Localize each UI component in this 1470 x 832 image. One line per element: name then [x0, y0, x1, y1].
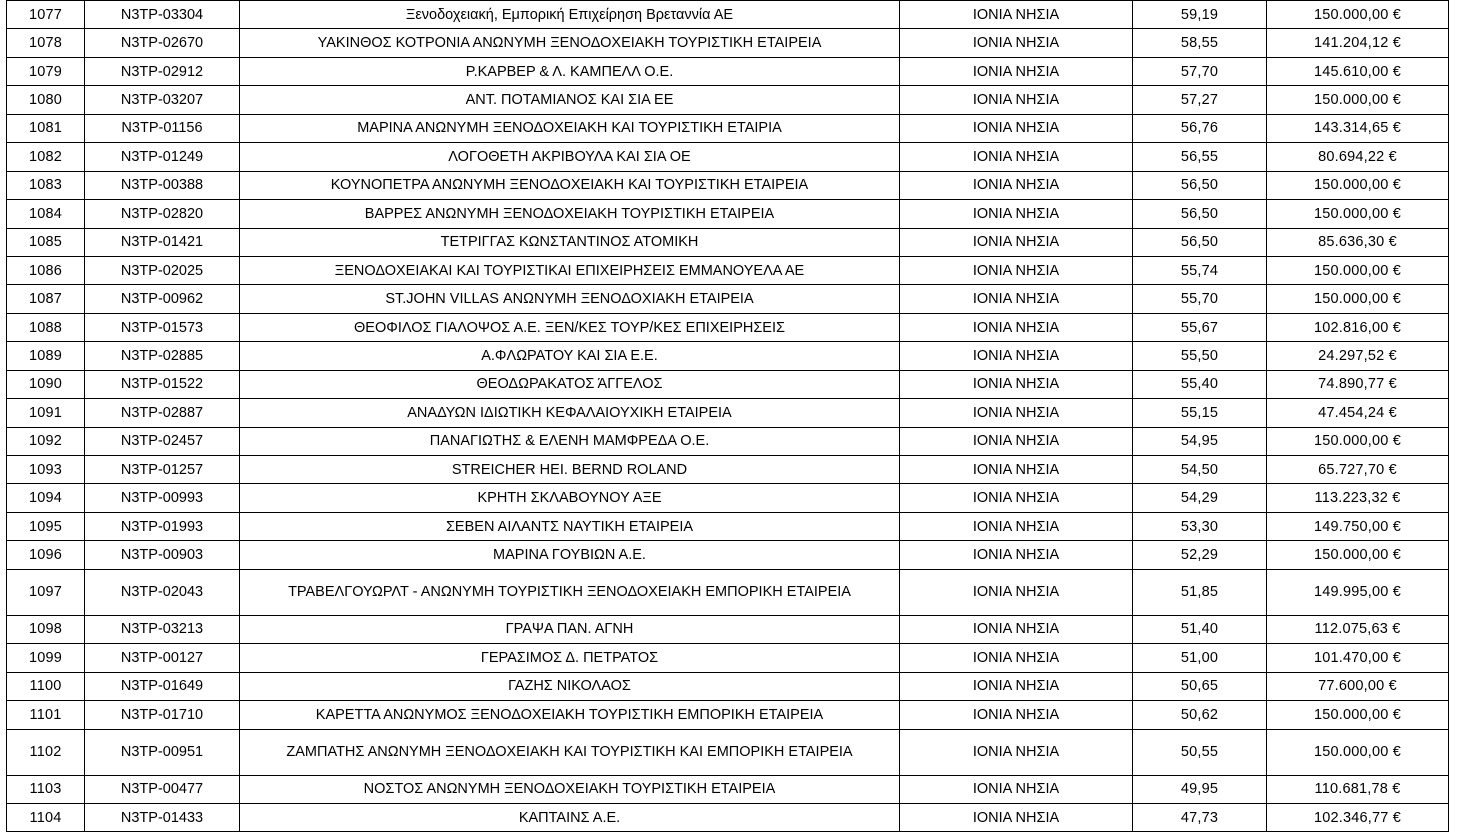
region-cell: ΙΟΝΙΑ ΝΗΣΙΑ: [900, 256, 1133, 284]
region-cell: ΙΟΝΙΑ ΝΗΣΙΑ: [900, 644, 1133, 672]
table-row: [7, 57, 1449, 85]
table-row: [7, 541, 1449, 569]
region-cell: ΙΟΝΙΑ ΝΗΣΙΑ: [900, 313, 1133, 341]
application-code-cell: N3TP-02025: [85, 256, 240, 284]
score-cell: 56,76: [1133, 114, 1267, 142]
row-number-cell: 1092: [7, 427, 85, 455]
table-row: [7, 29, 1449, 57]
row-number-cell: 1080: [7, 86, 85, 114]
region-cell: ΙΟΝΙΑ ΝΗΣΙΑ: [900, 86, 1133, 114]
beneficiary-name-cell: ΖΑΜΠΑΤΗΣ ΑΝΩΝΥΜΗ ΞΕΝΟΔΟΧΕΙΑΚΗ ΚΑΙ ΤΟΥΡΙΣΤΙΚΗ ΚΑΙ ΕΜΠΟΡΙΚΗ ΕΤΑΙΡΕΙΑ: [240, 729, 900, 775]
row-number-cell: 1079: [7, 57, 85, 85]
region-cell: ΙΟΝΙΑ ΝΗΣΙΑ: [900, 672, 1133, 700]
beneficiary-name-cell: ΠΑΝΑΓΙΩΤΗΣ & ΕΛΕΝΗ ΜΑΜΦΡΕΔΑ Ο.Ε.: [240, 427, 900, 455]
row-number-cell: 1096: [7, 541, 85, 569]
table-row: [7, 644, 1449, 672]
score-cell: 51,40: [1133, 615, 1267, 643]
score-cell: 50,55: [1133, 729, 1267, 775]
region-cell: ΙΟΝΙΑ ΝΗΣΙΑ: [900, 143, 1133, 171]
amount-cell: 24.297,52 €: [1267, 342, 1449, 370]
score-cell: 55,70: [1133, 285, 1267, 313]
table-row: [7, 1, 1449, 29]
application-code-cell: N3TP-01649: [85, 672, 240, 700]
table-row: [7, 313, 1449, 341]
beneficiary-name-cell: ΑΝΤ. ΠΟΤΑΜΙΑΝΟΣ ΚΑΙ ΣΙΑ ΕΕ: [240, 86, 900, 114]
application-code-cell: N3TP-00951: [85, 729, 240, 775]
amount-cell: 101.470,00 €: [1267, 644, 1449, 672]
table-row: [7, 228, 1449, 256]
beneficiary-name-cell: ΜΑΡΙΝΑ ΓΟΥΒΙΩΝ Α.Ε.: [240, 541, 900, 569]
row-number-cell: 1085: [7, 228, 85, 256]
beneficiary-name-cell: ΤΡΑΒΕΛΓΟΥΩΡΛΤ - ΑΝΩΝΥΜΗ ΤΟΥΡΙΣΤΙΚΗ ΞΕΝΟΔΟΧΕΙΑΚΗ ΕΜΠΟΡΙΚΗ ΕΤΑΙΡΕΙΑ: [240, 569, 900, 615]
beneficiary-name-cell: ΛΟΓΟΘΕΤΗ ΑΚΡΙΒΟΥΛΑ ΚΑΙ ΣΙΑ ΟΕ: [240, 143, 900, 171]
row-number-cell: 1091: [7, 399, 85, 427]
beneficiary-name-cell: ΜΑΡΙΝΑ ΑΝΩΝΥΜΗ ΞΕΝΟΔΟΧΕΙΑΚΗ ΚΑΙ ΤΟΥΡΙΣΤΙΚΗ ΕΤΑΙΡΙΑ: [240, 114, 900, 142]
table-row: [7, 86, 1449, 114]
table-row: [7, 427, 1449, 455]
table-row: [7, 399, 1449, 427]
beneficiary-name-cell: ΑΝΑΔΥΩΝ ΙΔΙΩΤΙΚΗ ΚΕΦΑΛΑΙΟΥΧΙΚΗ ΕΤΑΙΡΕΙΑ: [240, 399, 900, 427]
region-cell: ΙΟΝΙΑ ΝΗΣΙΑ: [900, 427, 1133, 455]
amount-cell: 47.454,24 €: [1267, 399, 1449, 427]
row-number-cell: 1084: [7, 200, 85, 228]
amount-cell: 150.000,00 €: [1267, 701, 1449, 729]
region-cell: ΙΟΝΙΑ ΝΗΣΙΑ: [900, 370, 1133, 398]
amount-cell: 150.000,00 €: [1267, 256, 1449, 284]
amount-cell: 150.000,00 €: [1267, 1, 1449, 29]
table-row: [7, 143, 1449, 171]
amount-cell: 143.314,65 €: [1267, 114, 1449, 142]
score-cell: 51,85: [1133, 569, 1267, 615]
row-number-cell: 1098: [7, 615, 85, 643]
application-code-cell: N3TP-01993: [85, 512, 240, 540]
row-number-cell: 1083: [7, 171, 85, 199]
row-number-cell: 1103: [7, 775, 85, 803]
amount-cell: 150.000,00 €: [1267, 285, 1449, 313]
row-number-cell: 1090: [7, 370, 85, 398]
region-cell: ΙΟΝΙΑ ΝΗΣΙΑ: [900, 1, 1133, 29]
row-number-cell: 1078: [7, 29, 85, 57]
application-code-cell: N3TP-01573: [85, 313, 240, 341]
row-number-cell: 1104: [7, 803, 85, 831]
region-cell: ΙΟΝΙΑ ΝΗΣΙΑ: [900, 484, 1133, 512]
beneficiary-name-cell: ΚΡΗΤΗ ΣΚΛΑΒΟΥΝΟΥ ΑΞΕ: [240, 484, 900, 512]
beneficiary-name-cell: ΒΑΡΡΕΣ ΑΝΩΝΥΜΗ ΞΕΝΟΔΟΧΕΙΑΚΗ ΤΟΥΡΙΣΤΙΚΗ ΕΤΑΙΡΕΙΑ: [240, 200, 900, 228]
application-code-cell: N3TP-02043: [85, 569, 240, 615]
application-code-cell: N3TP-02887: [85, 399, 240, 427]
table-row: [7, 285, 1449, 313]
table-row: [7, 569, 1449, 615]
amount-cell: 141.204,12 €: [1267, 29, 1449, 57]
table-row: [7, 775, 1449, 803]
row-number-cell: 1094: [7, 484, 85, 512]
amount-cell: 150.000,00 €: [1267, 171, 1449, 199]
table-row: [7, 456, 1449, 484]
application-code-cell: N3TP-00388: [85, 171, 240, 199]
beneficiary-name-cell: Ρ.ΚΑΡΒΕΡ & Λ. ΚΑΜΠΕΛΛ Ο.Ε.: [240, 57, 900, 85]
score-cell: 53,30: [1133, 512, 1267, 540]
application-code-cell: N3TP-01257: [85, 456, 240, 484]
score-cell: 50,62: [1133, 701, 1267, 729]
beneficiary-name-cell: ΤΕΤΡΙΓΓΑΣ ΚΩΝΣΤΑΝΤΙΝΟΣ ΑΤΟΜΙΚΗ: [240, 228, 900, 256]
score-cell: 56,55: [1133, 143, 1267, 171]
score-cell: 52,29: [1133, 541, 1267, 569]
row-number-cell: 1100: [7, 672, 85, 700]
region-cell: ΙΟΝΙΑ ΝΗΣΙΑ: [900, 701, 1133, 729]
table-row: [7, 484, 1449, 512]
score-cell: 54,29: [1133, 484, 1267, 512]
table-row: [7, 256, 1449, 284]
application-code-cell: N3TP-00903: [85, 541, 240, 569]
table-row: [7, 171, 1449, 199]
region-cell: ΙΟΝΙΑ ΝΗΣΙΑ: [900, 171, 1133, 199]
beneficiary-name-cell: STREICHER HEI. BERND ROLAND: [240, 456, 900, 484]
score-cell: 47,73: [1133, 803, 1267, 831]
region-cell: ΙΟΝΙΑ ΝΗΣΙΑ: [900, 114, 1133, 142]
region-cell: ΙΟΝΙΑ ΝΗΣΙΑ: [900, 803, 1133, 831]
region-cell: ΙΟΝΙΑ ΝΗΣΙΑ: [900, 512, 1133, 540]
amount-cell: 150.000,00 €: [1267, 200, 1449, 228]
row-number-cell: 1093: [7, 456, 85, 484]
region-cell: ΙΟΝΙΑ ΝΗΣΙΑ: [900, 228, 1133, 256]
amount-cell: 74.890,77 €: [1267, 370, 1449, 398]
amount-cell: 150.000,00 €: [1267, 541, 1449, 569]
score-cell: 57,70: [1133, 57, 1267, 85]
region-cell: ΙΟΝΙΑ ΝΗΣΙΑ: [900, 729, 1133, 775]
score-cell: 51,00: [1133, 644, 1267, 672]
row-number-cell: 1081: [7, 114, 85, 142]
row-number-cell: 1088: [7, 313, 85, 341]
score-cell: 56,50: [1133, 228, 1267, 256]
table-row: [7, 114, 1449, 142]
row-number-cell: 1102: [7, 729, 85, 775]
table-row: [7, 729, 1449, 775]
application-code-cell: N3TP-01710: [85, 701, 240, 729]
beneficiary-name-cell: ΥΑΚΙΝΘΟΣ ΚΟΤΡΟΝΙΑ ΑΝΩΝΥΜΗ ΞΕΝΟΔΟΧΕΙΑΚΗ ΤΟΥΡΙΣΤΙΚΗ ΕΤΑΙΡΕΙΑ: [240, 29, 900, 57]
beneficiary-name-cell: ΞΕΝΟΔΟΧΕΙΑΚΑΙ ΚΑΙ ΤΟΥΡΙΣΤΙΚΑΙ ΕΠΙΧΕΙΡΗΣΕΙΣ ΕΜΜΑΝΟΥΕΛΑ ΑΕ: [240, 256, 900, 284]
score-cell: 49,95: [1133, 775, 1267, 803]
region-cell: ΙΟΝΙΑ ΝΗΣΙΑ: [900, 615, 1133, 643]
region-cell: ΙΟΝΙΑ ΝΗΣΙΑ: [900, 399, 1133, 427]
amount-cell: 65.727,70 €: [1267, 456, 1449, 484]
table-row: [7, 615, 1449, 643]
application-code-cell: N3TP-01433: [85, 803, 240, 831]
application-code-cell: N3TP-01249: [85, 143, 240, 171]
table-row: [7, 701, 1449, 729]
beneficiary-name-cell: ST.JOHN VILLAS ΑΝΩΝΥΜΗ ΞΕΝΟΔΟΧΙΑΚΗ ΕΤΑΙΡΕΙΑ: [240, 285, 900, 313]
score-cell: 57,27: [1133, 86, 1267, 114]
beneficiary-name-cell: ΝΟΣΤΟΣ ΑΝΩΝΥΜΗ ΞΕΝΟΔΟΧΕΙΑΚΗ ΤΟΥΡΙΣΤΙΚΗ ΕΤΑΙΡΕΙΑ: [240, 775, 900, 803]
table-row: [7, 200, 1449, 228]
score-cell: 55,67: [1133, 313, 1267, 341]
region-cell: ΙΟΝΙΑ ΝΗΣΙΑ: [900, 29, 1133, 57]
application-code-cell: N3TP-00127: [85, 644, 240, 672]
score-cell: 54,95: [1133, 427, 1267, 455]
table-row: [7, 370, 1449, 398]
region-cell: ΙΟΝΙΑ ΝΗΣΙΑ: [900, 342, 1133, 370]
amount-cell: 149.995,00 €: [1267, 569, 1449, 615]
table-row: [7, 672, 1449, 700]
application-code-cell: N3TP-00962: [85, 285, 240, 313]
beneficiary-name-cell: Α.ΦΛΩΡΑΤΟΥ ΚΑΙ ΣΙΑ Ε.Ε.: [240, 342, 900, 370]
row-number-cell: 1097: [7, 569, 85, 615]
amount-cell: 113.223,32 €: [1267, 484, 1449, 512]
beneficiary-name-cell: ΣΕΒΕΝ ΑΙΛΑΝΤΣ ΝΑΥΤΙΚΗ ΕΤΑΙΡΕΙΑ: [240, 512, 900, 540]
amount-cell: 149.750,00 €: [1267, 512, 1449, 540]
score-cell: 56,50: [1133, 200, 1267, 228]
application-code-cell: N3TP-01421: [85, 228, 240, 256]
results-table-body: [7, 1, 1449, 832]
amount-cell: 102.816,00 €: [1267, 313, 1449, 341]
region-cell: ΙΟΝΙΑ ΝΗΣΙΑ: [900, 456, 1133, 484]
application-code-cell: N3TP-01156: [85, 114, 240, 142]
application-code-cell: N3TP-02457: [85, 427, 240, 455]
region-cell: ΙΟΝΙΑ ΝΗΣΙΑ: [900, 541, 1133, 569]
beneficiary-name-cell: ΓΑΖΗΣ ΝΙΚΟΛΑΟΣ: [240, 672, 900, 700]
amount-cell: 150.000,00 €: [1267, 86, 1449, 114]
application-code-cell: N3TP-00477: [85, 775, 240, 803]
row-number-cell: 1101: [7, 701, 85, 729]
amount-cell: 80.694,22 €: [1267, 143, 1449, 171]
score-cell: 55,40: [1133, 370, 1267, 398]
region-cell: ΙΟΝΙΑ ΝΗΣΙΑ: [900, 200, 1133, 228]
amount-cell: 150.000,00 €: [1267, 427, 1449, 455]
region-cell: ΙΟΝΙΑ ΝΗΣΙΑ: [900, 569, 1133, 615]
amount-cell: 112.075,63 €: [1267, 615, 1449, 643]
score-cell: 50,65: [1133, 672, 1267, 700]
amount-cell: 145.610,00 €: [1267, 57, 1449, 85]
beneficiary-name-cell: ΓΕΡΑΣΙΜΟΣ Δ. ΠΕΤΡΑΤΟΣ: [240, 644, 900, 672]
results-table: [6, 0, 1449, 832]
region-cell: ΙΟΝΙΑ ΝΗΣΙΑ: [900, 57, 1133, 85]
score-cell: 55,50: [1133, 342, 1267, 370]
row-number-cell: 1099: [7, 644, 85, 672]
beneficiary-name-cell: ΘΕΟΦΙΛΟΣ ΓΙΑΛΟΨΟΣ Α.Ε. ΞΕΝ/ΚΕΣ ΤΟΥΡ/ΚΕΣ ΕΠΙΧΕΙΡΗΣΕΙΣ: [240, 313, 900, 341]
score-cell: 56,50: [1133, 171, 1267, 199]
application-code-cell: N3TP-00993: [85, 484, 240, 512]
region-cell: ΙΟΝΙΑ ΝΗΣΙΑ: [900, 775, 1133, 803]
row-number-cell: 1086: [7, 256, 85, 284]
beneficiary-name-cell: ΚΑΡΕΤΤΑ ΑΝΩΝΥΜΟΣ ΞΕΝΟΔΟΧΕΙΑΚΗ ΤΟΥΡΙΣΤΙΚΗ ΕΜΠΟΡΙΚΗ ΕΤΑΙΡΕΙΑ: [240, 701, 900, 729]
table-row: [7, 512, 1449, 540]
application-code-cell: N3TP-03207: [85, 86, 240, 114]
region-cell: ΙΟΝΙΑ ΝΗΣΙΑ: [900, 285, 1133, 313]
amount-cell: 77.600,00 €: [1267, 672, 1449, 700]
row-number-cell: 1089: [7, 342, 85, 370]
beneficiary-name-cell: ΚΑΠΤΑΙΝΣ Α.Ε.: [240, 803, 900, 831]
beneficiary-name-cell: Ξενοδοχειακή, Εμπορική Επιχείρηση Βρεταννία ΑΕ: [240, 1, 900, 29]
amount-cell: 110.681,78 €: [1267, 775, 1449, 803]
amount-cell: 150.000,00 €: [1267, 729, 1449, 775]
beneficiary-name-cell: ΓΡΑΨΑ ΠΑΝ. ΑΓΝΗ: [240, 615, 900, 643]
beneficiary-name-cell: ΚΟΥΝΟΠΕΤΡΑ ΑΝΩΝΥΜΗ ΞΕΝΟΔΟΧΕΙΑΚΗ ΚΑΙ ΤΟΥΡΙΣΤΙΚΗ ΕΤΑΙΡΕΙΑ: [240, 171, 900, 199]
row-number-cell: 1087: [7, 285, 85, 313]
score-cell: 59,19: [1133, 1, 1267, 29]
row-number-cell: 1077: [7, 1, 85, 29]
score-cell: 54,50: [1133, 456, 1267, 484]
amount-cell: 102.346,77 €: [1267, 803, 1449, 831]
row-number-cell: 1095: [7, 512, 85, 540]
application-code-cell: N3TP-02820: [85, 200, 240, 228]
application-code-cell: N3TP-01522: [85, 370, 240, 398]
amount-cell: 85.636,30 €: [1267, 228, 1449, 256]
application-code-cell: N3TP-02912: [85, 57, 240, 85]
beneficiary-name-cell: ΘΕΟΔΩΡΑΚΑΤΟΣ ΆΓΓΕΛΟΣ: [240, 370, 900, 398]
table-row: [7, 342, 1449, 370]
application-code-cell: N3TP-02670: [85, 29, 240, 57]
score-cell: 55,74: [1133, 256, 1267, 284]
row-number-cell: 1082: [7, 143, 85, 171]
score-cell: 55,15: [1133, 399, 1267, 427]
application-code-cell: N3TP-03213: [85, 615, 240, 643]
application-code-cell: N3TP-03304: [85, 1, 240, 29]
application-code-cell: N3TP-02885: [85, 342, 240, 370]
table-row: [7, 803, 1449, 831]
score-cell: 58,55: [1133, 29, 1267, 57]
